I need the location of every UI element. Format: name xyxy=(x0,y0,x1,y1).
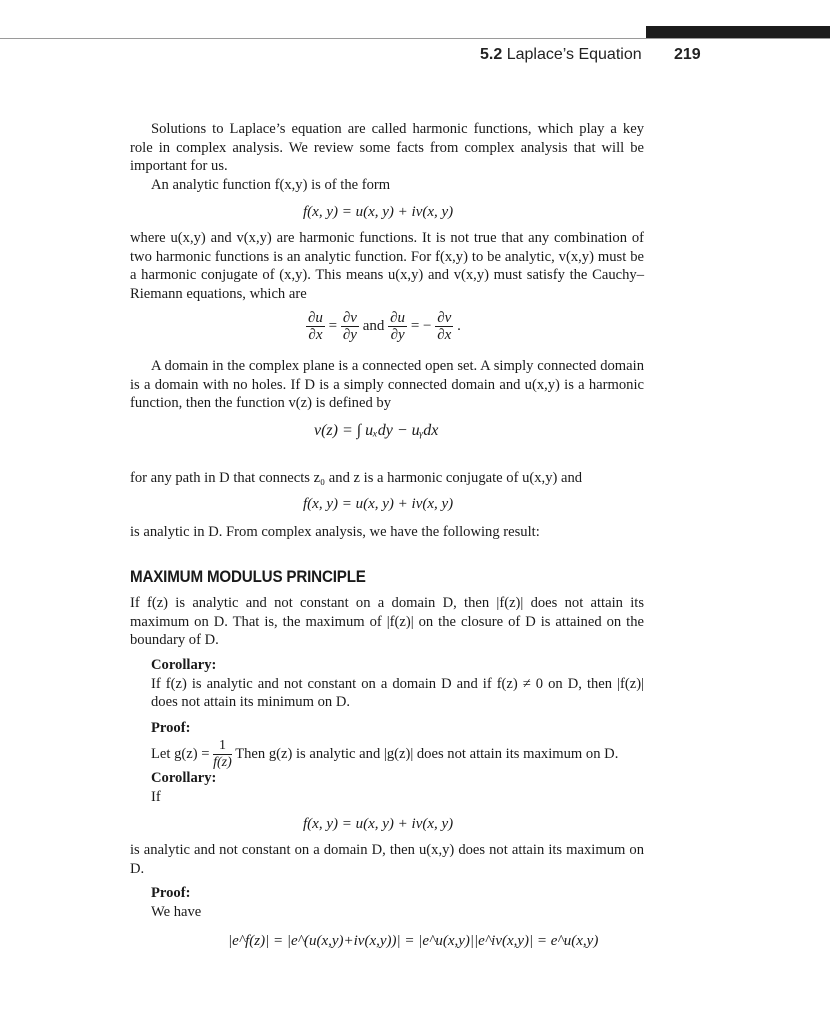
para-4: A domain in the complex plane is a connected open set. A simply connected domain is a domain with no holes. If D is a simply connected domain and u(x,y) is a harmonic function, then the function v(z) is defined by xyxy=(130,358,644,411)
running-head xyxy=(480,46,642,64)
proof-1-label: Proof: xyxy=(151,720,191,736)
corollary-1-block xyxy=(151,656,644,712)
equation-cauchy-riemann: $\frac{\partial u}{\partial x}$ = $\frac{\partial v}{\partial y}$ and $\frac{\partial u}{\partial y}$ = − $\frac{\partial v}{\partial x}$ . xyxy=(308,310,461,343)
section-title: Laplace’s Equation xyxy=(506,46,642,63)
para-6-block xyxy=(130,523,644,542)
para-1: Solutions to Laplace’s equation are called harmonic functions, which play a key role in complex analysis. We review some facts from complex analysis that will be important for us. xyxy=(130,121,644,174)
equation-integral: v(z) = ∫ uₓdy − uᵧdx xyxy=(314,422,439,439)
section-number: 5.2 xyxy=(480,46,503,63)
proof-1-pre: Let g(z) = xyxy=(151,745,210,762)
para-4-block xyxy=(130,357,644,413)
proof-2-block xyxy=(151,884,644,921)
corollary-2-block xyxy=(151,769,644,806)
para-2: An analytic function f(x,y) is of the form xyxy=(151,176,391,193)
corollary-2-text: If xyxy=(151,788,161,805)
section-heading: MAXIMUM MODULUS PRINCIPLE xyxy=(130,568,366,586)
header-rule xyxy=(0,38,830,39)
proof-1-post: Then g(z) is analytic and |g(z)| does not attain its maximum on D. xyxy=(235,745,619,762)
equation-1: f(x, y) = u(x, y) + iv(x, y) xyxy=(303,204,454,220)
proof-2-text: We have xyxy=(151,903,202,920)
proof-1-block xyxy=(151,719,644,771)
equation-2: f(x, y) = u(x, y) + iv(x, y) xyxy=(303,496,454,512)
para-7: is analytic and not constant on a domain D, then u(x,y) does not attain its maximum on D. xyxy=(130,842,644,877)
para-7-block xyxy=(130,841,644,878)
para-5-block xyxy=(130,469,644,488)
para-5: for any path in D that connects z₀ and z is a harmonic conjugate of u(x,y) and xyxy=(130,470,583,486)
proof-2-label: Proof: xyxy=(151,885,191,901)
header-bar xyxy=(646,26,830,38)
page-number: 219 xyxy=(674,46,701,63)
corollary-1-label: Corollary: xyxy=(151,657,217,673)
corollary-1-text: If f(z) is analytic and not constant on a domain D and if f(z) ≠ 0 on D, then |f(z)| does not attain its minimum on D. xyxy=(151,675,644,710)
para-6: is analytic in D. From complex analysis, we have the following result: xyxy=(130,524,540,540)
para-3: where u(x,y) and v(x,y) are harmonic functions. It is not true that any combination of two harmonic functions is an analytic function. For f(x,y) to be analytic, v(x,y) must be a harmonic conjugate of (x,y). This means u(x,y) and v(x,y) must satisfy the Cauchy–Riemann equations, which are xyxy=(130,230,644,302)
corollary-2-label: Corollary: xyxy=(151,770,217,786)
equation-exponential: |e^f(z)| = |e^(u(x,y)+iv(x,y))| = |e^u(x,y)||e^iv(x,y)| = e^u(x,y) xyxy=(228,933,599,949)
and-word: and xyxy=(362,318,385,334)
proof-1-line: Let g(z) = $\frac{1}{f(z)}$ Then g(z) is analytic and |g(z)| does not attain its maximum on D. xyxy=(151,737,619,770)
intro-block xyxy=(130,120,644,194)
equation-3: f(x, y) = u(x, y) + iv(x, y) xyxy=(303,816,454,832)
para-3-block xyxy=(130,229,644,303)
theorem-text: If f(z) is analytic and not constant on a domain D, then |f(z)| does not attain its maximum on D. That is, the maximum of |f(z)| on the closure of D is attained on the boundary of D. xyxy=(130,595,644,648)
theorem-block xyxy=(130,594,644,650)
